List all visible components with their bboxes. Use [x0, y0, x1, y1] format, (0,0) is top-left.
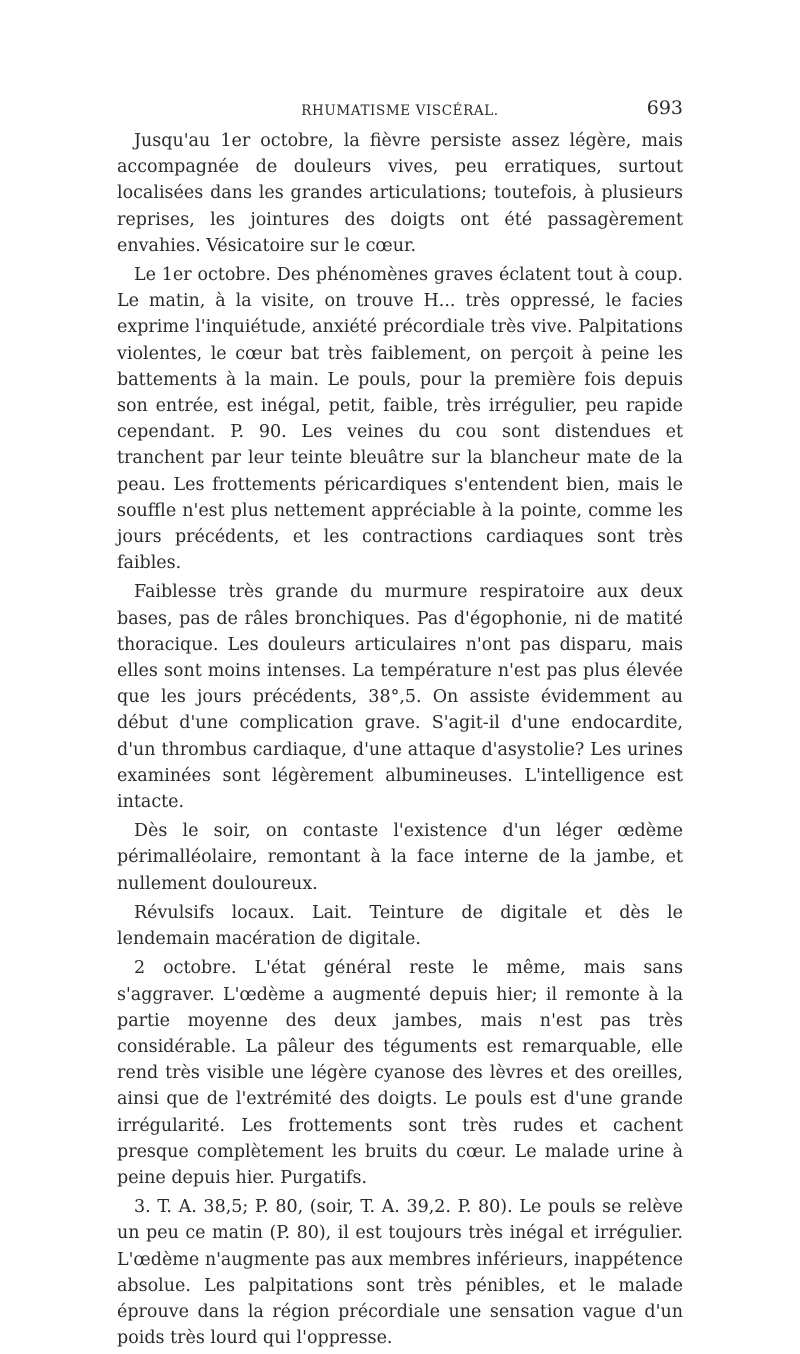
paragraph: Jusqu'au 1er octobre, la fièvre persiste assez légère, mais accompagnée de douleurs vives, peu erratiques, surtout localisées dans les grandes articulations; toutefois, à plusieurs reprises, les jointures des doigts ont été passagèrement envahies. Vésicatoire sur le cœur. [117, 131, 683, 256]
paragraph: Dès le soir, on contaste l'existence d'un léger œdème périmalléolaire, remontant à la face interne de la jambe, et nullement douloureux. [117, 821, 683, 894]
paragraph: Le 1er octobre. Des phénomènes graves éclatent tout à coup. Le matin, à la visite, on trouve H... très oppressé, le facies exprime l'inquiétude, anxiété précordiale très vive. Palpitations violentes, le cœur bat très faiblement, on perçoit à peine les battements à la main. Le pouls, pour la première fois depuis son entrée, est inégal, petit, faible, très irrégulier, peu rapide cependant. P. 90. Les veines du cou sont distendues et tranchent par leur teinte bleuâtre sur la blancheur mate de la peau. Les frottements péricardiques s'entendent bien, mais le souffle n'est plus nettement appréciable à la pointe, comme les jours précédents, et les contractions cardiaques sont très faibles. [117, 265, 683, 574]
running-title: RHUMATISME VISCÉRAL. [301, 103, 499, 119]
page-number: 693 [646, 97, 683, 119]
body-text [117, 128, 683, 1354]
paragraph: 3. T. A. 38,5; P. 80, (soir, T. A. 39,2. P. 80). Le pouls se relève un peu ce matin (P. 80), il est toujours très inégal et irrégulier. L'œdème n'augmente pas aux membres inférieurs, inappétence absolue. Les palpitations sont très pénibles, et le malade éprouve dans la région précordiale une sensation vague d'un poids très lourd qui l'oppresse. [117, 1197, 683, 1349]
paragraph: Révulsifs locaux. Lait. Teinture de digitale et dès le lendemain macération de digitale. [117, 902, 683, 950]
paragraph: Faiblesse très grande du murmure respiratoire aux deux bases, pas de râles bronchiques. Pas d'égophonie, ni de matité thoracique. Les douleurs articulaires n'ont pas disparu, mais elles sont moins intenses. La température n'est pas plus élevée que les jours précédents, 38°,5. On assiste évidemment au début d'une complication grave. S'agit-il d'une endocardite, d'un thrombus cardiaque, d'une attaque d'asystolie? Les urines examinées sont légèrement albumineuses. L'intelligence est intacte. [117, 582, 683, 813]
paragraph: 2 octobre. L'état général reste le même, mais sans s'aggraver. L'œdème a augmenté depuis hier; il remonte à la partie moyenne des deux jambes, mais n'est pas très considérable. La pâleur des téguments est remarquable, elle rend très visible une légère cyanose des lèvres et des oreilles, ainsi que de l'extrémité des doigts. Le pouls est d'une grande irrégularité. Les frottements sont très rudes et cachent presque complètement les bruits du cœur. Le malade urine à peine depuis hier. Purgatifs. [117, 958, 683, 1188]
running-head [117, 97, 683, 123]
